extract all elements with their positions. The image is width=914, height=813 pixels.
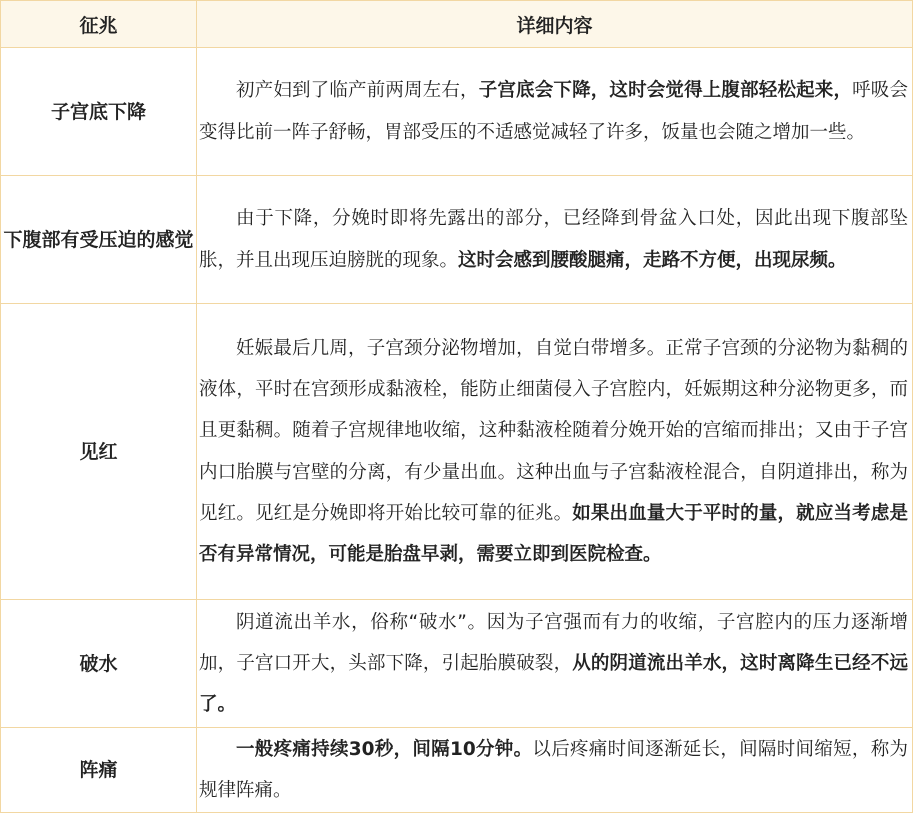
sign-cell: 下腹部有受压迫的感觉 [1, 176, 197, 304]
header-detail: 详细内容 [197, 1, 913, 48]
detail-emphasis: 一般疼痛持续30秒，间隔10分钟。 [236, 738, 533, 760]
detail-cell [197, 304, 913, 600]
detail-text: 阴道流出羊水，俗称“破水”。因为子宫强而有力的收缩，子宫腔内的压力逐渐增加，子宫口开大，头部下降，引起胎膜破裂， [199, 611, 908, 674]
header-row [1, 1, 913, 48]
sign-cell: 破水 [1, 600, 197, 728]
table-row [1, 728, 913, 813]
header-sign: 征兆 [1, 1, 197, 48]
sign-cell: 阵痛 [1, 728, 197, 813]
detail-emphasis: 从的阴道流出羊水，这时离降生已经不远了。 [199, 652, 908, 716]
detail-cell [197, 600, 913, 728]
table-row [1, 176, 913, 304]
sign-cell: 见红 [1, 304, 197, 600]
detail-text: 以后疼痛时间逐渐延长，间隔时间缩短，称为规律阵痛。 [199, 738, 908, 801]
sign-cell: 子宫底下降 [1, 48, 197, 176]
table-row [1, 304, 913, 600]
detail-cell [197, 728, 913, 813]
table-row [1, 48, 913, 176]
detail-emphasis: 如果出血量大于平时的量，就应当考虑是否有异常情况，可能是胎盘早剥，需要立即到医院检查。 [199, 502, 908, 565]
detail-text: 初产妇到了临产前两周左右， [236, 80, 479, 102]
detail-emphasis: 子宫底会下降，这时会觉得上腹部轻松起来， [478, 80, 853, 102]
detail-text: 由于下降，分娩时即将先露出的部分，已经降到骨盆入口处，因此出现下腹部坠胀，并且出现压迫膀胱的现象。 [199, 208, 908, 271]
detail-cell [197, 48, 913, 176]
detail-cell [197, 176, 913, 304]
table-row [1, 600, 913, 728]
detail-text: 妊娠最后几周，子宫颈分泌物增加，自觉白带增多。正常子宫颈的分泌物为黏稠的液体，平时在宫颈形成黏液栓，能防止细菌侵入子宫腔内，妊娠期这种分泌物更多，而且更黏稠。随着子宫规律地收缩，这种黏液栓随着分娩开始的宫缩而排出；又由于子宫内口胎膜与宫壁的分离，有少量出血。这种出血与子宫黏液栓混合，自阴道排出，称为见红。见红是分娩即将开始比较可靠的征兆。 [199, 337, 908, 524]
detail-text: 呼吸会变得比前一阵子舒畅，胃部受压的不适感觉减轻了许多，饭量也会随之增加一些。 [199, 80, 908, 143]
detail-emphasis: 这时会感到腰酸腿痛，走路不方便，出现尿频。 [458, 249, 847, 271]
